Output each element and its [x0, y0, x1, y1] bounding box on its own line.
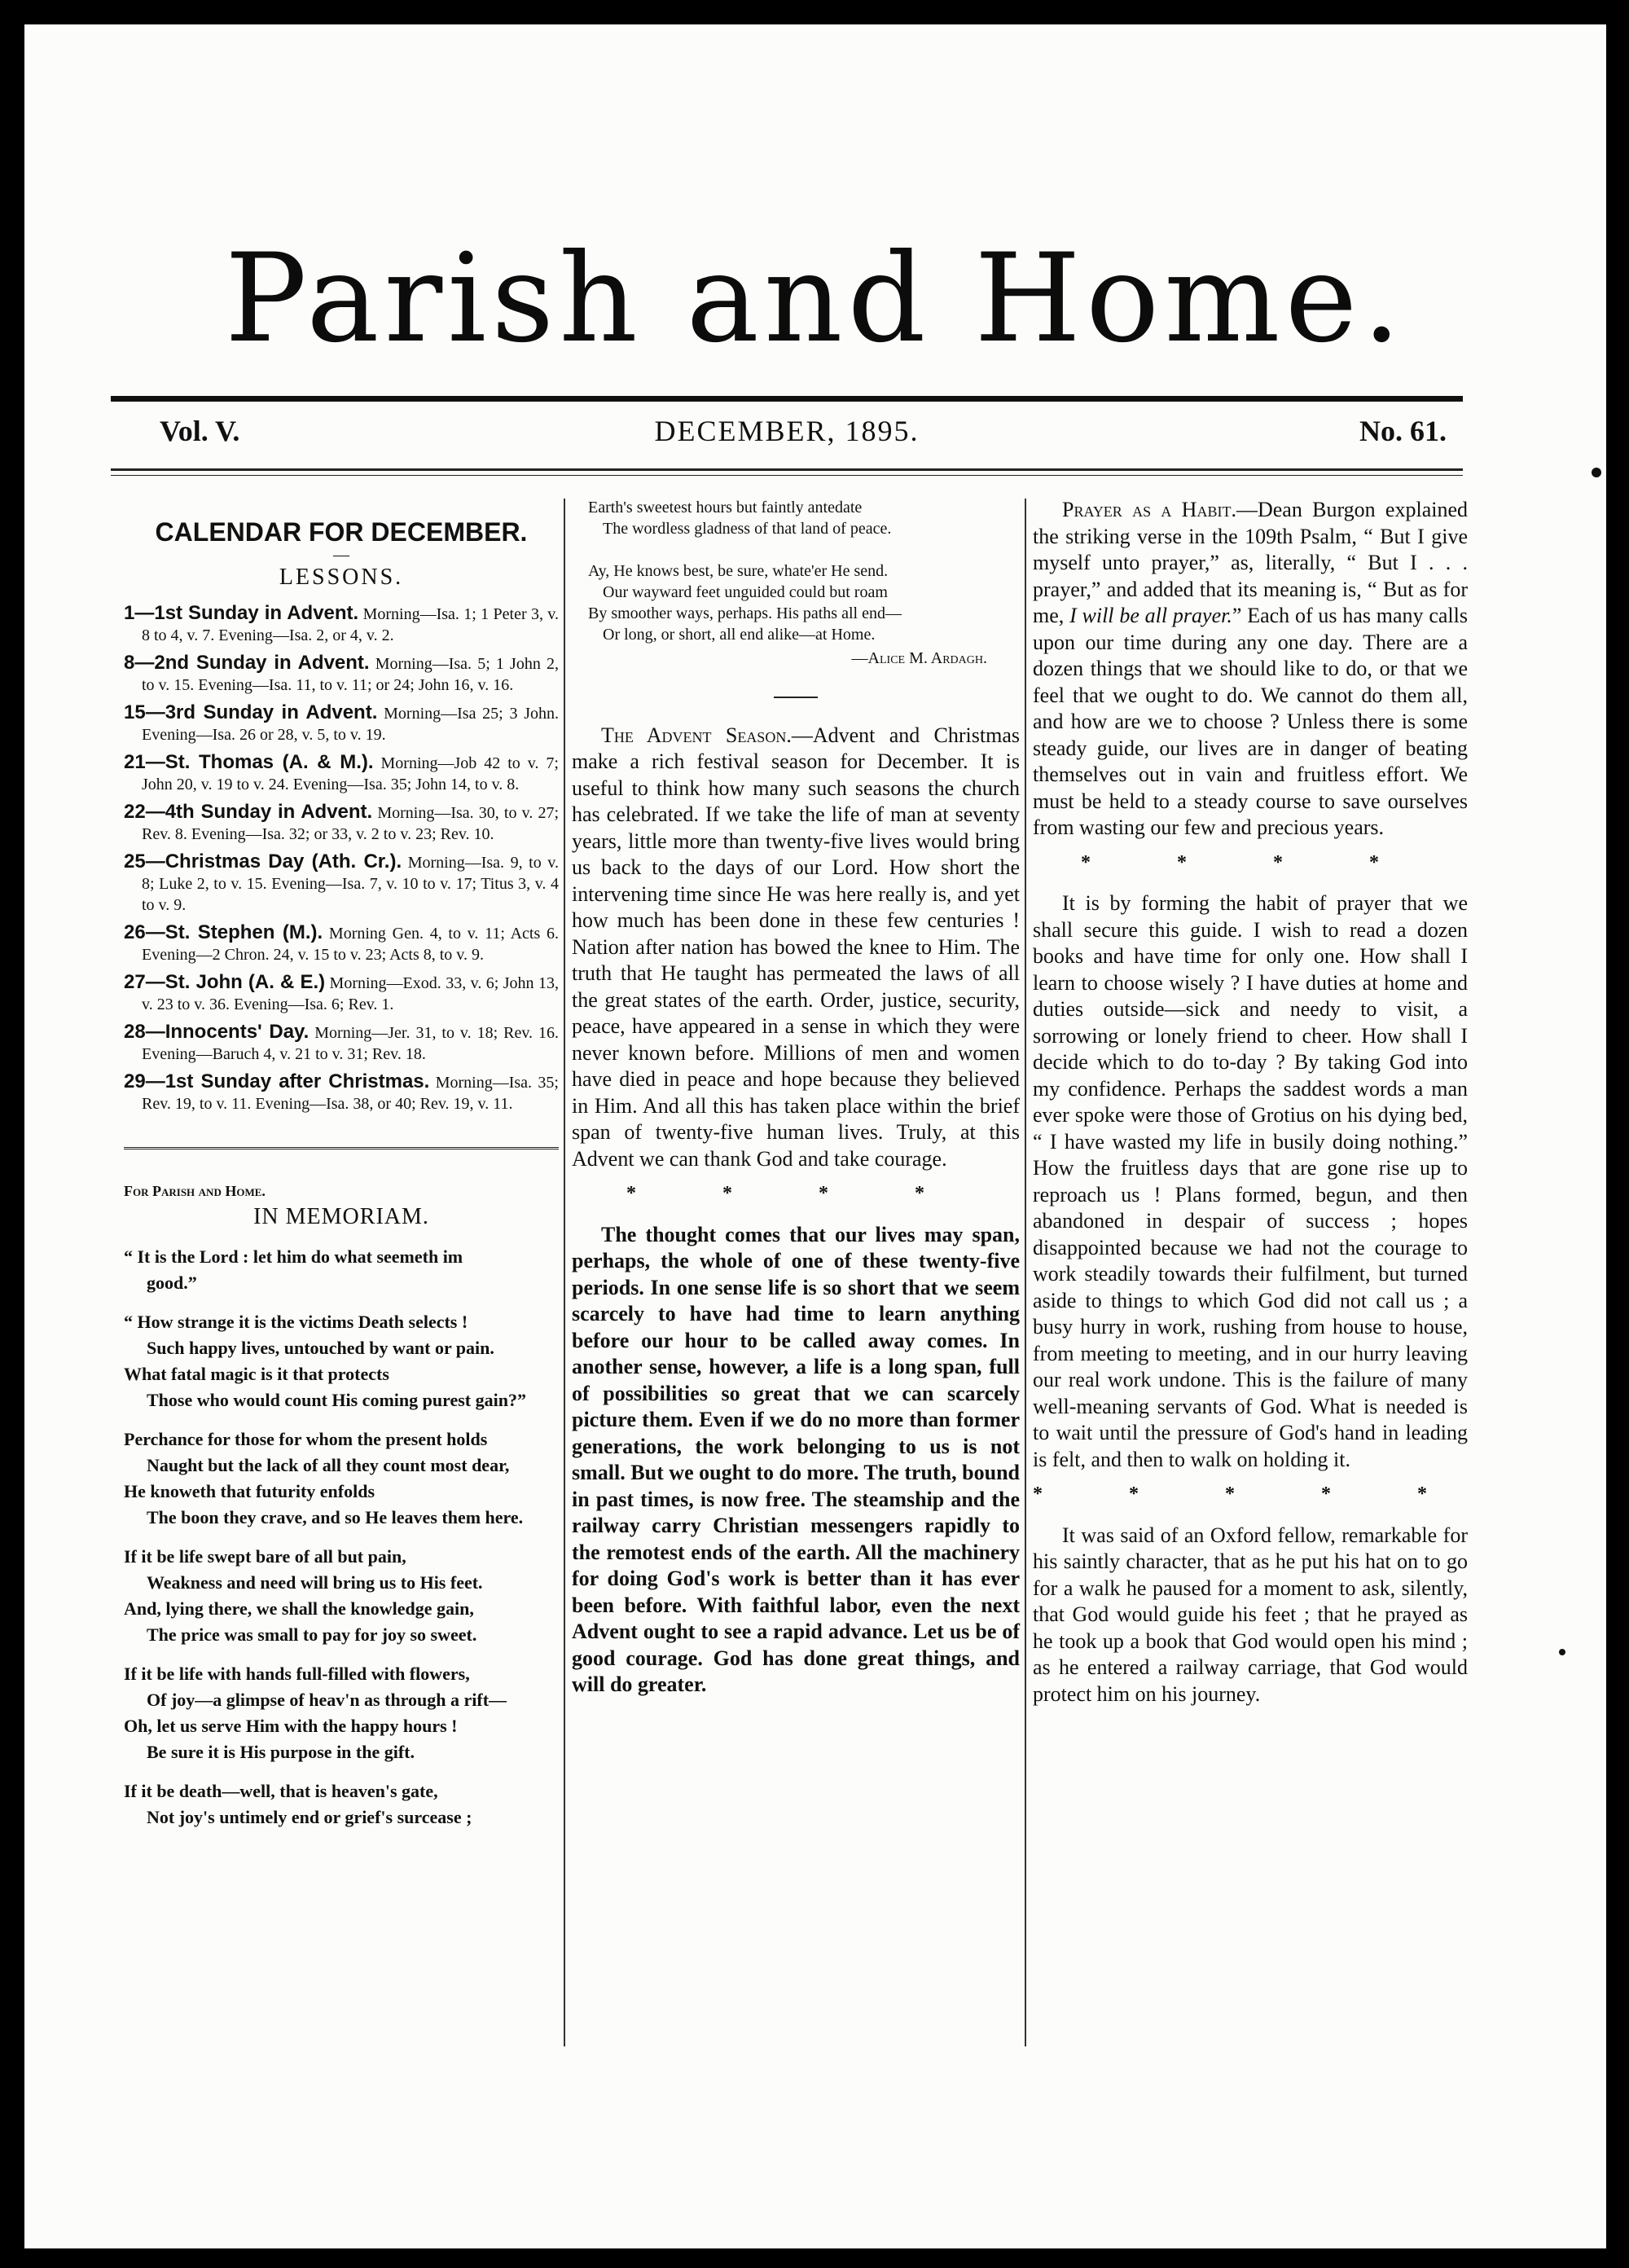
prayer-italic: I will be all prayer.	[1069, 604, 1232, 627]
calendar-entry	[124, 922, 559, 965]
advent-text: —Advent and Christmas make a rich festival season for December. It is useful to think how many such seasons the church has celebrated. If we take the life of man at seventy years, little more than twenty-five lives would bring us back to the days of our Lord. How short the intervening time since He was here really is, and yet how much has been done in these few centuries ! Nation after nation has bowed the knee to Him. The truth that He taught has permeated the laws of all the great states of the earth. Order, justice, security, peace, have appeared in a sense in which they were never known before. Millions of men and women have died in peace and hope because they believed in Him. And all this has taken place within the brief span of twenty-five human lives. Truly, at this Advent we can thank God and take courage.	[572, 723, 1021, 1171]
column-middle	[572, 497, 1020, 1699]
column-divider-1	[564, 499, 565, 2046]
poem-stanza	[124, 1244, 559, 1296]
poem-line: Ay, He knows best, be sure, whate'er He send.	[588, 562, 889, 580]
poem-line	[588, 539, 1020, 560]
masthead-rule	[111, 396, 1463, 402]
issue-date: DECEMBER, 1895.	[654, 415, 920, 447]
poem-line: By smoother ways, perhaps. His paths all end—	[588, 604, 902, 622]
volume-label: Vol. V.	[160, 415, 240, 447]
calendar-day-name: 1—1st Sunday in Advent.	[124, 602, 359, 624]
calendar-readings: Morning—Isa. 30, to v. 27; Rev. 8. Evening—Isa. 32; or 33, v. 2 to v. 23; Rev. 10.	[142, 804, 559, 843]
calendar-readings: Morning—Isa. 5; 1 John 2, to v. 15. Evening—Isa. 11, to v. 11; or 24; John 16, v. 16.	[142, 655, 559, 694]
calendar-readings: Morning—Jer. 31, to v. 18; Rev. 16. Evening—Baruch 4, v. 21 to v. 31; Rev. 18.	[142, 1024, 559, 1063]
calendar-readings: Morning—Exod. 33, v. 6; John 13, v. 23 to v. 36. Evening—Isa. 6; Rev. 1.	[142, 974, 559, 1013]
poem-title: IN MEMORIAM.	[253, 1204, 429, 1229]
column-right	[1033, 497, 1468, 1708]
issue-rule-top	[111, 468, 1463, 471]
poem-line: Not joy's untimely end or grief's surcease ;	[147, 1807, 472, 1827]
column-left	[124, 497, 559, 1844]
stars-divider: * * * *	[626, 1183, 965, 1204]
calendar-day-name: 26—St. Stephen (M.).	[124, 921, 323, 943]
margin-ink-dot	[1592, 468, 1601, 477]
calendar-entry	[124, 851, 559, 916]
poem-line: Such happy lives, untouched by want or pain.	[147, 1338, 494, 1358]
poem-source: For Parish and Home.	[124, 1183, 266, 1199]
calendar-entry	[124, 603, 559, 646]
calendar-entry	[124, 1022, 559, 1065]
poem-stanza	[124, 1661, 559, 1765]
oxford-paragraph: It was said of an Oxford fellow, remarkable for his saintly character, that as he put his hat on to go for a walk he paused for a moment to ask, silently, that God would guide his feet ; that he prayed as he took up a book that God would open his mind ; as he entered a railway carriage, that God would protect him on his journey.	[1033, 1523, 1468, 1706]
thought-paragraph: The thought comes that our lives may span, perhaps, the whole of one of these twenty-five periods. In one sense life is so short that we seem scarcely to have had time to learn anything before our hour to be called away comes. In another sense, however, a life is a long span, full of possibilities so great that we can scarcely picture them. Even if we do no more than former generations, the work belonging to us is not small. But we ought to do more. The truth, bound in past times, is now free. The steamship and the railway carry Christian messengers rapidly to the remotest ends of the earth. All the machinery for doing God's work is better than it has ever been before. With faithful labor, even the next Advent ought to see a rapid advance. Let us be of good courage. God has done great things, and will do greater.	[572, 1222, 1020, 1696]
calendar-title: CALENDAR FOR DECEMBER.	[155, 517, 528, 547]
calendar-readings: Morning—Job 42 to v. 7; John 20, v. 19 to v. 24. Evening—Isa. 35; John 14, to v. 8.	[142, 754, 559, 793]
poem-line: “ It is the Lord : let him do what seemeth im	[124, 1246, 463, 1267]
poem-line: Naught but the lack of all they count most dear,	[147, 1455, 510, 1475]
calendar-day-name: 28—Innocents' Day.	[124, 1021, 310, 1043]
poem-line: Those who would count His coming purest gain?”	[147, 1390, 526, 1410]
lessons-heading: LESSONS.	[279, 565, 404, 590]
stars-divider: * * * * *	[1033, 1483, 1468, 1505]
poem-attribution: —Alice M. Ardagh.	[851, 649, 987, 667]
poem-line: And, lying there, we shall the knowledge gain,	[124, 1598, 474, 1619]
poem-line: Perchance for those for whom the present holds	[124, 1429, 488, 1449]
poem-line: Of joy—a glimpse of heav'n as through a rift—	[147, 1690, 507, 1710]
poem-stanza	[124, 1426, 559, 1531]
poem-line: Be sure it is His purpose in the gift.	[147, 1742, 415, 1762]
issue-line	[111, 414, 1463, 463]
section-rule	[124, 1147, 559, 1149]
calendar-entry	[124, 702, 559, 745]
calendar-readings: Morning Gen. 4, to v. 11; Acts 6. Evening—2 Chron. 24, v. 15 to v. 23; Acts 8, to v. 9.	[142, 925, 560, 964]
poem-continuation	[572, 497, 1020, 645]
poem-line: If it be life with hands full-filled with flowers,	[124, 1664, 470, 1684]
issue-number: No. 61.	[1359, 415, 1447, 447]
calendar-entry	[124, 972, 559, 1015]
poem-line: Oh, let us serve Him with the happy hours !	[124, 1716, 458, 1736]
calendar-day-name: 29—1st Sunday after Christmas.	[124, 1070, 430, 1092]
stars-divider: * * * *	[1081, 851, 1420, 873]
prayer-text-1: —Dean Burgon explained the striking verse in the 109th Psalm, “ But I give myself unto prayer,” as, literally, “ But I . . . prayer,” and added that its meaning is, “ But as for me,	[1033, 498, 1468, 627]
issue-rule-bottom	[111, 475, 1463, 476]
poem-line: “ How strange it is the victims Death selects !	[124, 1312, 468, 1332]
poem-line: Or long, or short, all end alike—at Home.	[603, 626, 876, 644]
column-divider-2	[1025, 499, 1026, 2046]
poem-stanza	[124, 1778, 559, 1831]
masthead-title: Parish and Home.	[224, 228, 1407, 370]
poem-stanza	[124, 1544, 559, 1648]
poem-line: The wordless gladness of that land of peace.	[603, 520, 892, 538]
poem-line: The boon they crave, and so He leaves them here.	[147, 1507, 524, 1527]
calendar-day-name: 8—2nd Sunday in Advent.	[124, 652, 370, 674]
poem-line: What fatal magic is it that protects	[124, 1364, 389, 1384]
poem-line: Earth's sweetest hours but faintly antedate	[588, 499, 863, 516]
advent-paragraph	[572, 723, 1020, 1173]
calendar-entry	[124, 1071, 559, 1114]
margin-ink-dot-2	[1559, 1649, 1565, 1655]
newspaper-page	[24, 24, 1606, 2248]
calendar-day-name: 15—3rd Sunday in Advent.	[124, 701, 378, 723]
poem-line: Weakness and need will bring us to His feet.	[147, 1572, 483, 1593]
calendar-entry	[124, 752, 559, 795]
calendar-readings: Morning—Isa. 9, to v. 8; Luke 2, to v. 15. Evening—Isa. 7, v. 10 to v. 17; Titus 3, v. 4 to v. 9.	[142, 854, 560, 914]
calendar-readings: Morning—Isa 25; 3 John. Evening—Isa. 26 or 28, v. 5, to v. 19.	[142, 705, 559, 744]
calendar-readings: Morning—Isa. 1; 1 Peter 3, v. 8 to 4, v. 7. Evening—Isa. 2, or 4, v. 2.	[142, 605, 560, 644]
poem-line: The price was small to pay for joy so sweet.	[147, 1624, 477, 1645]
short-divider	[774, 697, 818, 698]
calendar-day-name: 25—Christmas Day (Ath. Cr.).	[124, 850, 402, 872]
prayer-paragraph	[1033, 497, 1468, 842]
prayer-text-2: ” Each of us has many calls upon our time during any one day. There are a dozen things that we should like to do, or that we feel that we ought to do. We cannot do them all, and how are we to choose ? Unless there is some steady guide, our lives are in danger of beating themselves out in vain and fruitless effort. We must be held to a steady course to save ourselves from wasting our few and precious years.	[1033, 604, 1468, 839]
poem-line: He knoweth that futurity enfolds	[124, 1481, 375, 1501]
advent-heading: The Advent Season.	[601, 723, 792, 747]
prayer-heading: Prayer as a Habit.	[1062, 498, 1236, 521]
memoriam-poem	[124, 1244, 559, 1831]
calendar-entry	[124, 802, 559, 845]
calendar-day-name: 21—St. Thomas (A. & M.).	[124, 751, 374, 773]
poem-line: good.”	[147, 1272, 197, 1293]
calendar-readings: Morning—Isa. 35; Rev. 19, to v. 11. Evening—Isa. 38, or 40; Rev. 19, v. 11.	[142, 1074, 559, 1113]
calendar-entry	[124, 653, 559, 696]
calendar-day-name: 22—4th Sunday in Advent.	[124, 801, 373, 823]
poem-line: If it be death—well, that is heaven's gate,	[124, 1781, 438, 1801]
poem-line: If it be life swept bare of all but pain,	[124, 1546, 406, 1567]
calendar-list	[124, 603, 559, 1114]
calendar-dash: —	[333, 546, 349, 564]
calendar-day-name: 27—St. John (A. & E.)	[124, 971, 326, 993]
poem-line: Our wayward feet unguided could but roam	[603, 583, 888, 601]
poem-stanza	[124, 1309, 559, 1413]
habit-paragraph: It is by forming the habit of prayer that we shall secure this guide. I wish to read a dozen books and have time for only one. How shall I learn to choose wisely ? I have duties at home and duties outside—sick and needy to visit, a sorrowing or lonely friend to cheer. How shall I decide which to do to-day ? By taking God into my confidence. Perhaps the saddest words a man ever spoke were those of Grotius on his dying bed, “ I have wasted my life in busily doing nothing.” How the fruitless days that are gone rise up to reproach us ! Plans formed, begun, and then abandoned in despair of success ; hopes disappointed because we had not the courage to work steadily towards their fulfilment, but turned aside to things to which God did not call us ; a busy hurry in work, rushing from house to house, from meeting to meeting, and in our hurry leaving our real work undone. This is the failure of many well-meaning servants of God. What is needed is to wait until the pressure of God's hand in leading is felt, and then to walk on holding it.	[1033, 891, 1468, 1471]
